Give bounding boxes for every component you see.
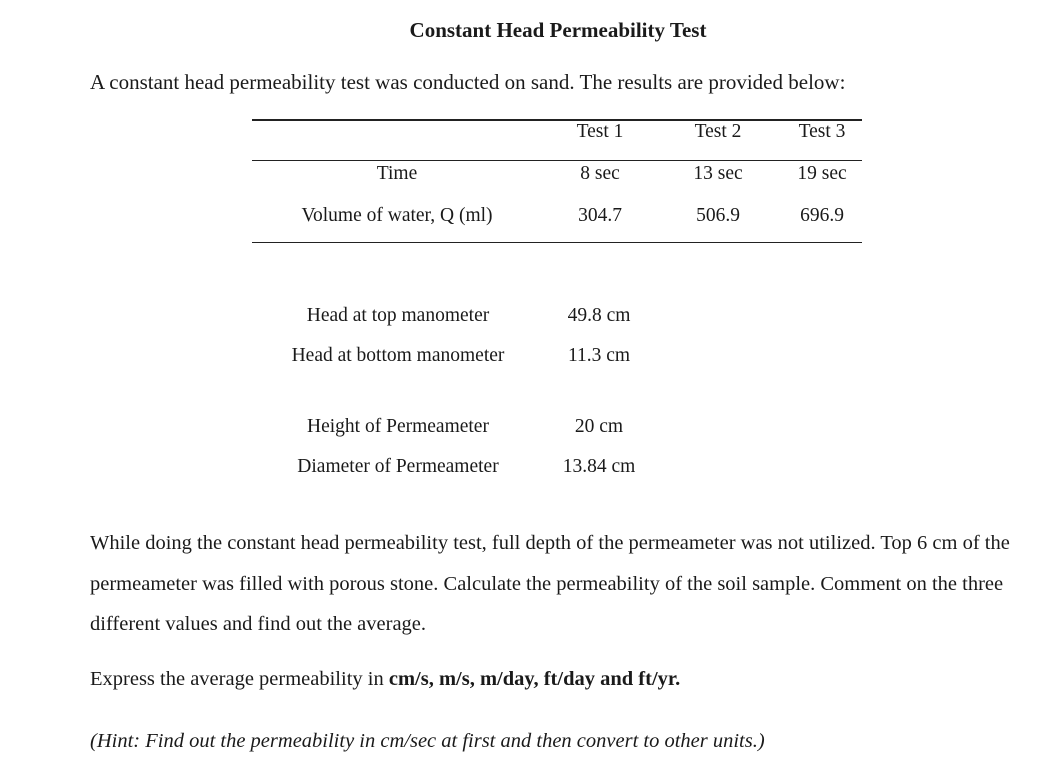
table-bottom-rule: [252, 242, 862, 243]
volume-test-2: 506.9: [696, 205, 740, 226]
table-header-rule: [252, 160, 862, 161]
express-instruction: [90, 668, 680, 691]
param-label-diameter: Diameter of Permeameter: [297, 456, 499, 477]
page-title: Constant Head Permeability Test: [409, 18, 707, 42]
param-label-bottom-head: Head at bottom manometer: [291, 345, 505, 366]
param-label-top-head: Head at top manometer: [306, 305, 490, 326]
express-prefix: Express the average permeability in: [90, 668, 389, 690]
hint-text: (Hint: Find out the permeability in cm/sec at first and then convert to other units.): [90, 730, 765, 752]
row-label-volume: Volume of water, Q (ml): [301, 205, 493, 226]
time-test-1: 8 sec: [580, 163, 620, 184]
express-units: cm/s, m/s, m/day, ft/day and ft/yr.: [388, 668, 681, 690]
volume-test-1: 304.7: [578, 205, 622, 226]
param-value-diameter: 13.84 cm: [562, 456, 636, 477]
column-header-test-2: Test 2: [694, 121, 742, 142]
param-label-height: Height of Permeameter: [307, 416, 489, 437]
param-value-height: 20 cm: [574, 416, 624, 437]
column-header-test-3: Test 3: [798, 121, 846, 142]
time-test-3: 19 sec: [797, 163, 847, 184]
volume-test-3: 696.9: [800, 205, 844, 226]
time-test-2: 13 sec: [693, 163, 743, 184]
param-value-top-head: 49.8 cm: [567, 305, 631, 326]
intro-text: A constant head permeability test was conducted on sand. The results are provided below:: [90, 70, 846, 94]
problem-paragraph: While doing the constant head permeability test, full depth of the permeameter was not utilized. Top 6 cm of the permeameter was filled with porous stone. Calculate the permeability of the soil sample. Comment on the three different values and find out the average.: [90, 532, 1010, 635]
row-label-time: Time: [376, 163, 418, 184]
column-header-test-1: Test 1: [576, 121, 624, 142]
param-value-bottom-head: 11.3 cm: [567, 345, 631, 366]
